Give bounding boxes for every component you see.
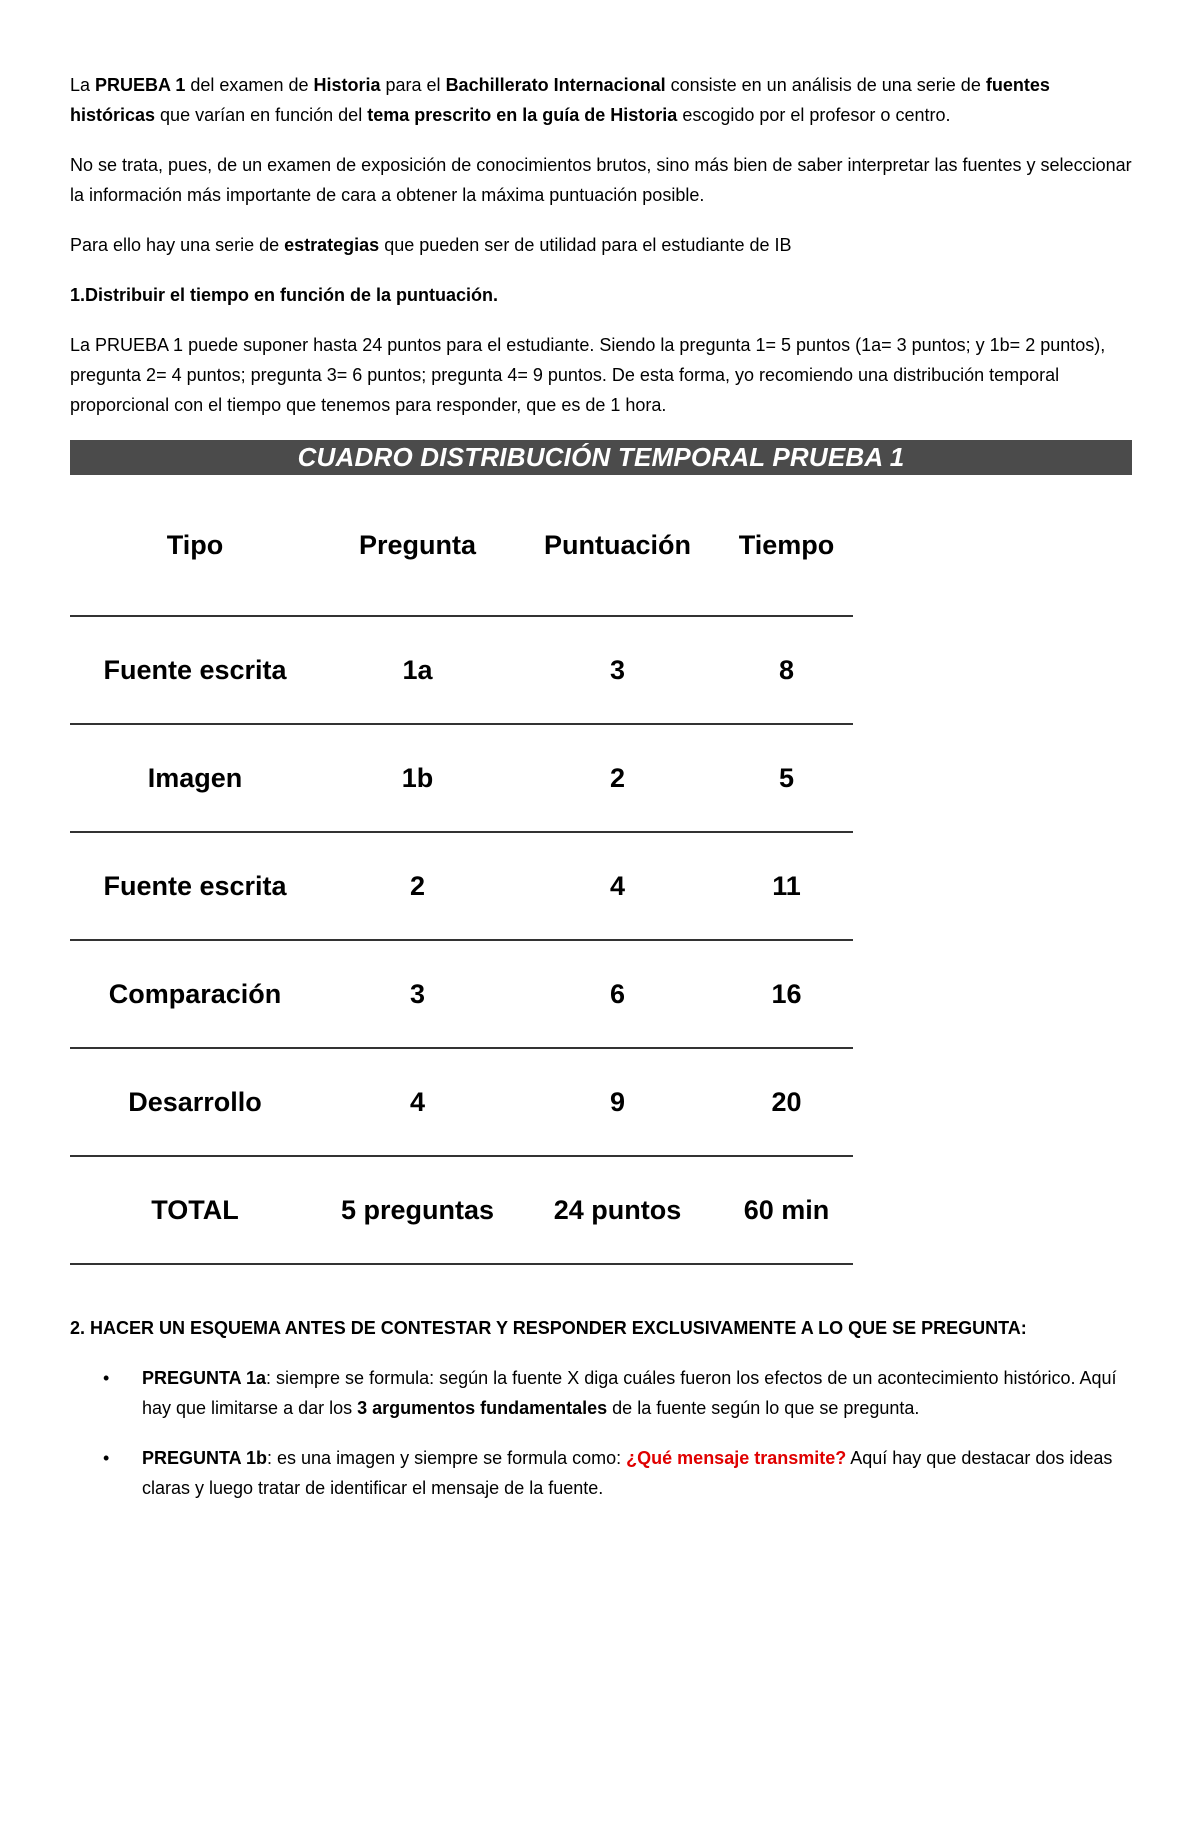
document-page <box>70 70 1132 1523</box>
table-row <box>70 724 853 832</box>
intro-paragraph-2: No se trata, pues, de un examen de exposición de conocimientos brutos, sino más bien de saber interpretar las fuentes y seleccionar la información más importante de cara a obtener la máxima puntuación posible. <box>70 155 1132 205</box>
cell-tipo: Comparación <box>70 940 320 1048</box>
total-tiempo: 60 min <box>720 1156 853 1264</box>
header-tipo: Tipo <box>166 529 224 560</box>
table-row <box>70 832 853 940</box>
cell-puntuacion: 2 <box>515 724 720 832</box>
bullet-list <box>70 1363 1132 1503</box>
header-puntuacion: Puntuación <box>544 529 691 560</box>
cell-tipo: Fuente escrita <box>70 832 320 940</box>
cell-pregunta: 4 <box>320 1048 515 1156</box>
total-label: TOTAL <box>70 1156 320 1264</box>
cell-pregunta: 3 <box>320 940 515 1048</box>
table-row <box>70 616 853 724</box>
section-1-title: 1.Distribuir el tiempo en función de la puntuación. <box>70 285 499 305</box>
section-2-title: 2. HACER UN ESQUEMA ANTES DE CONTESTAR Y RESPONDER EXCLUSIVAMENTE A LO QUE SE PREGUNTA: <box>70 1318 1027 1338</box>
bullet-icon: • <box>103 1448 110 1468</box>
cell-tipo: Imagen <box>70 724 320 832</box>
intro-paragraph-3: Para ello hay una serie de estrategias que pueden ser de utilidad para el estudiante de IB <box>70 235 792 255</box>
spacer <box>70 1265 1132 1313</box>
cell-tiempo: 16 <box>720 940 853 1048</box>
cell-puntuacion: 3 <box>515 616 720 724</box>
highlighted-question: ¿Qué mensaje transmite? <box>626 1448 847 1468</box>
cell-tiempo: 20 <box>720 1048 853 1156</box>
list-item: • PREGUNTA 1b: es una imagen y siempre se formula como: ¿Qué mensaje transmite? Aquí hay que destacar dos ideas claras y luego tratar de identificar el mensaje de la fuente. <box>70 1443 1132 1503</box>
header-pregunta: Pregunta <box>358 529 477 560</box>
table-banner: CUADRO DISTRIBUCIÓN TEMPORAL PRUEBA 1 <box>70 440 1132 475</box>
table-row <box>70 1048 853 1156</box>
cell-puntuacion: 6 <box>515 940 720 1048</box>
header-tiempo: Tiempo <box>738 529 835 560</box>
table-header-row <box>70 475 853 616</box>
cell-pregunta: 1b <box>320 724 515 832</box>
total-preguntas: 5 preguntas <box>320 1156 515 1264</box>
total-puntos: 24 puntos <box>515 1156 720 1264</box>
cell-pregunta: 2 <box>320 832 515 940</box>
time-distribution-table <box>70 475 853 1265</box>
cell-puntuacion: 4 <box>515 832 720 940</box>
section-1-text: La PRUEBA 1 puede suponer hasta 24 puntos para el estudiante. Siendo la pregunta 1= 5 puntos (1a= 3 puntos; y 1b= 2 puntos), pregunta 2= 4 puntos; pregunta 3= 6 puntos; pregunta 4= 9 puntos. De esta forma, yo recomiendo una distribución temporal proporcional con el tiempo que tenemos para responder, que es de 1 hora. <box>70 335 1106 415</box>
table-total-row <box>70 1156 853 1264</box>
cell-tipo: Fuente escrita <box>70 616 320 724</box>
cell-tipo: Desarrollo <box>70 1048 320 1156</box>
cell-puntuacion: 9 <box>515 1048 720 1156</box>
intro-paragraph-1: La PRUEBA 1 del examen de Historia para el Bachillerato Internacional consiste en un análisis de una serie de fuentes históricas que varían en función del tema prescrito en la guía de Historia escogido por el profesor o centro. <box>70 75 1050 125</box>
bullet-icon: • <box>103 1368 110 1388</box>
cell-tiempo: 8 <box>720 616 853 724</box>
table-row <box>70 940 853 1048</box>
cell-tiempo: 11 <box>720 832 853 940</box>
list-item: • PREGUNTA 1a: siempre se formula: según la fuente X diga cuáles fueron los efectos de un acontecimiento histórico. Aquí hay que limitarse a dar los 3 argumentos fundamentales de la fuente según lo que se pregunta. <box>70 1363 1132 1423</box>
cell-pregunta: 1a <box>320 616 515 724</box>
cell-tiempo: 5 <box>720 724 853 832</box>
